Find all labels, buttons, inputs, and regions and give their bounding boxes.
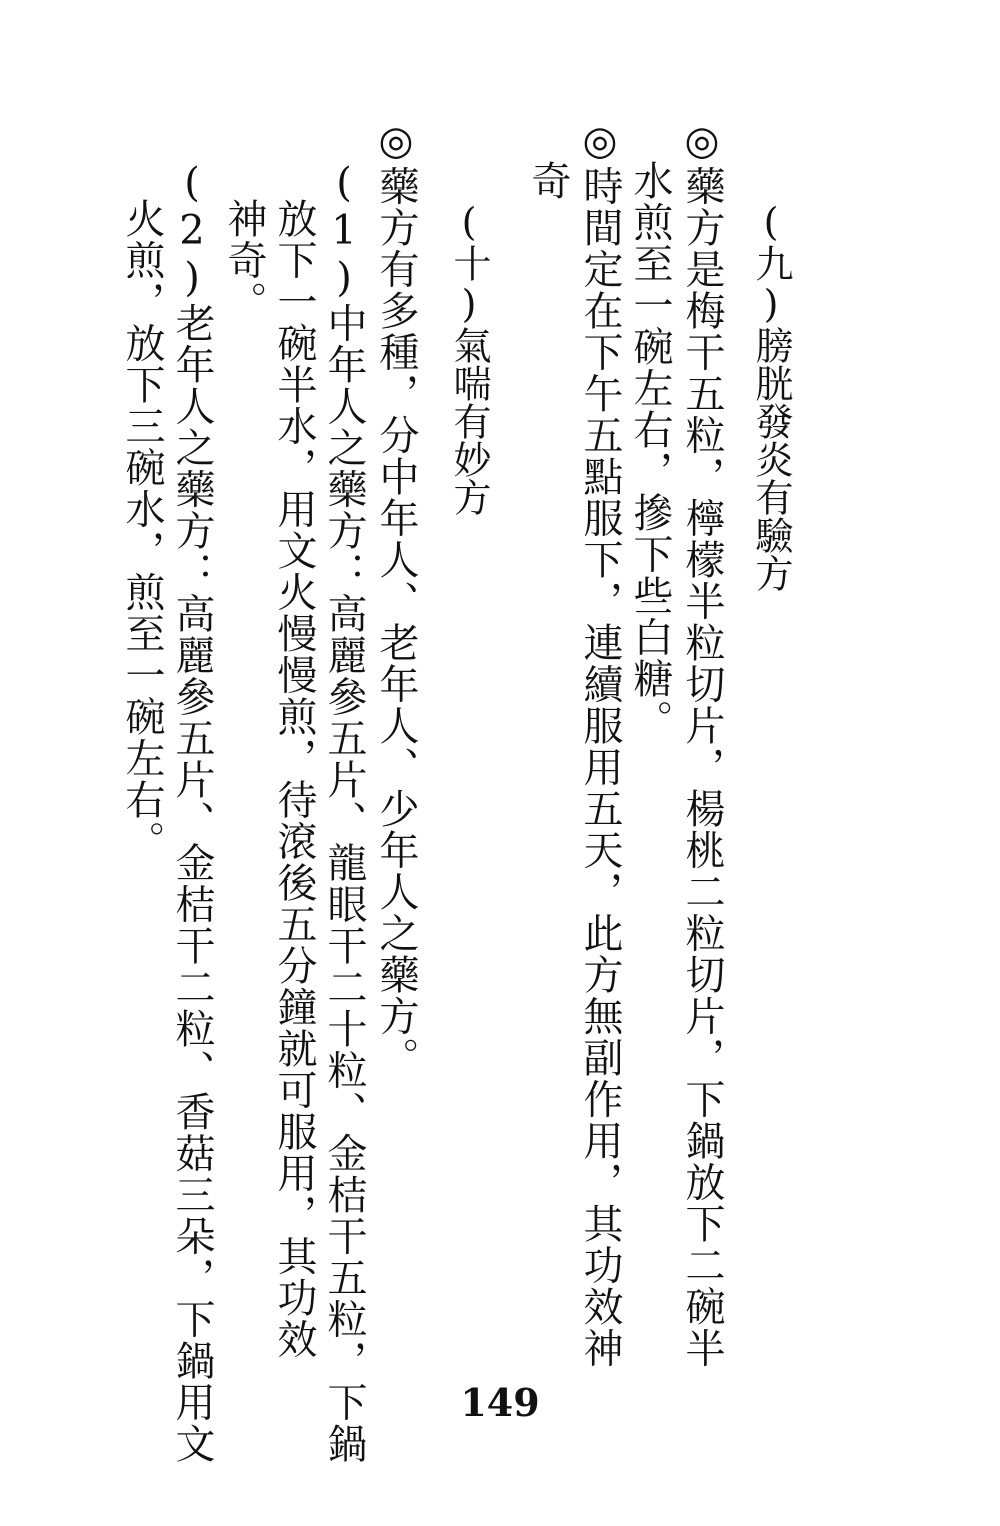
section-10-item-1-line-3: 神奇。 <box>221 198 267 323</box>
section-9-time-line-1: ◎時間定在下午五點服下，連續服用五天，此方無副作用，其功效神 <box>577 118 623 1369</box>
page-number: 149 <box>460 1380 540 1425</box>
section-10-item-1-line-2: 放下一碗半水，用文火慢慢煎，待滾後五分鐘就可服用，其功效 <box>271 198 317 1360</box>
section-10-item-2-line-2: 火煎，放下三碗水，煎至一碗左右。 <box>119 198 165 862</box>
section-9-time-line-2: 奇 <box>525 160 571 202</box>
section-10-item-1-line-1: (1)中年人之藥方：高麗參五片、龍眼干二十粒、金桔干五粒，下鍋 <box>321 160 367 1465</box>
section-10-title: (十)氣喘有妙方 <box>447 200 491 516</box>
section-9-recipe-line-2: 水煎至一碗左右，摻下些白糖。 <box>627 160 673 741</box>
section-9-recipe-line-1: ◎藥方是梅干五粒，檸檬半粒切片，楊桃二粒切片，下鍋放下二碗半 <box>679 118 725 1369</box>
section-10-item-2-line-1: (2)老年人之藥方：高麗參五片、金桔干二粒、香菇三朵，下鍋用文 <box>169 160 215 1465</box>
section-10-intro: ◎藥方有多種，分中年人、老年人、少年人之藥方。 <box>373 118 419 1079</box>
section-9-title: (九)膀胱發炎有驗方 <box>749 200 793 592</box>
